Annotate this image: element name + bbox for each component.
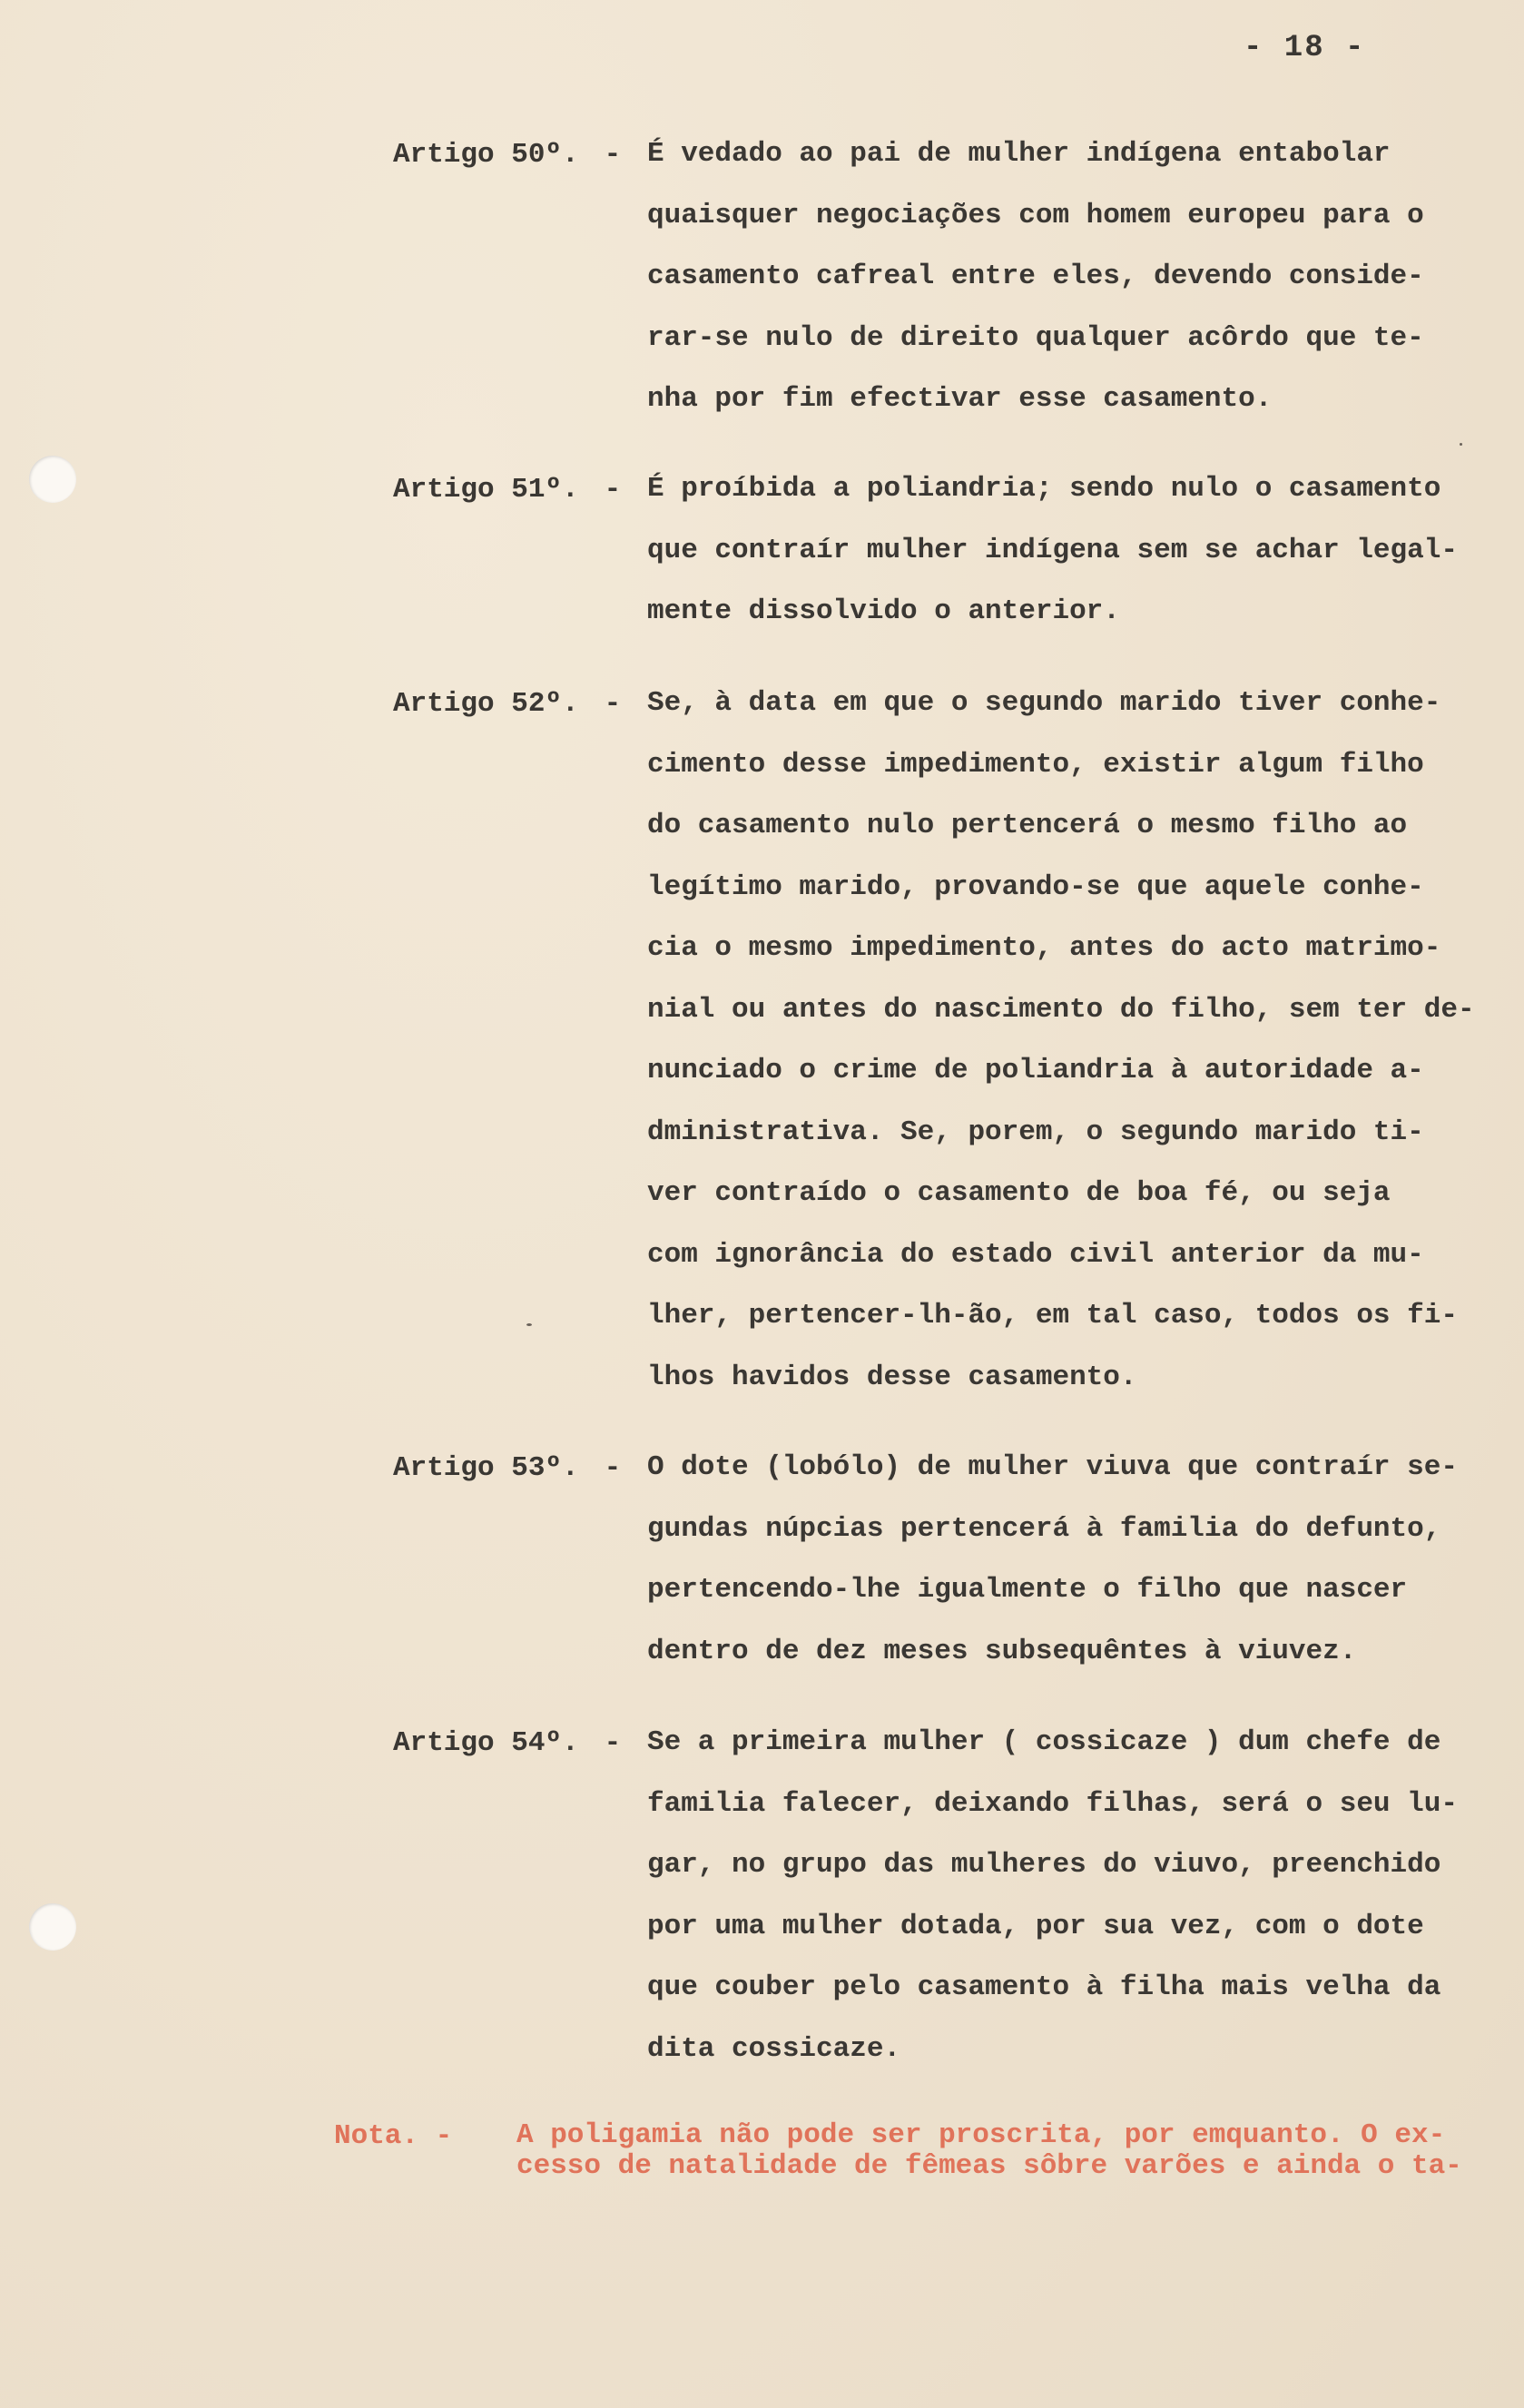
article-label <box>393 139 621 171</box>
text-line: casamento cafreal entre eles, devendo conside- <box>647 260 1424 292</box>
text-line: lhos havidos desse casamento. <box>647 1361 1137 1393</box>
text-line: rar-se nulo de direito qualquer acôrdo que te- <box>647 321 1424 354</box>
article-number: Artigo 53º. <box>393 1452 579 1484</box>
text-line: por uma mulher dotada, por sua vez, com o dote <box>647 1910 1424 1942</box>
text-line: nha por fim efectivar esse casamento. <box>647 383 1273 415</box>
article-label <box>393 474 621 506</box>
ink-speck <box>1460 443 1462 446</box>
article-number: Artigo 51º. <box>393 474 579 506</box>
text-line: que contraír mulher indígena sem se achar legal- <box>647 534 1458 566</box>
text-line: nial ou antes do nascimento do filho, sem ter de- <box>647 993 1475 1026</box>
text-line: legítimo marido, provando-se que aquele conhe- <box>647 870 1424 903</box>
text-line: dentro de dez meses subsequêntes à viuvez. <box>647 1635 1357 1667</box>
text-line: cesso de natalidade de fêmeas sôbre varões e ainda o ta- <box>516 2150 1462 2182</box>
article-dash: - <box>604 139 622 171</box>
text-line: lher, pertencer-lh-ão, em tal caso, todos os fi- <box>647 1300 1458 1332</box>
page-number: - 18 - <box>1244 31 1366 65</box>
text-line: É proíbida a poliandria; sendo nulo o casamento <box>647 473 1441 505</box>
text-line: dministrativa. Se, porem, o segundo marido ti- <box>647 1116 1424 1148</box>
article-number: Artigo 52º. <box>393 688 579 720</box>
footnote-body <box>516 2120 1524 2182</box>
text-line: mente dissolvido o anterior. <box>647 595 1120 627</box>
article-body <box>647 1452 1519 1697</box>
article-dash: - <box>604 688 622 720</box>
article-label <box>393 688 621 720</box>
article-number: Artigo 50º. <box>393 139 579 171</box>
footnote-label: Nota. - <box>334 2120 453 2152</box>
article-dash: - <box>604 1452 622 1484</box>
punch-hole-bottom <box>29 1903 76 1951</box>
text-line: cia o mesmo impedimento, antes do acto matrimo- <box>647 932 1441 964</box>
text-line: gar, no grupo das mulheres do viuvo, preenchido <box>647 1849 1441 1881</box>
article-number: Artigo 54º. <box>393 1727 579 1759</box>
text-line: O dote (lobólo) de mulher viuva que contraír se- <box>647 1451 1458 1483</box>
text-line: quaisquer negociações com homem europeu para o <box>647 199 1424 231</box>
text-line: gundas núpcias pertencerá à familia do defunto, <box>647 1512 1441 1545</box>
article-body <box>647 139 1519 446</box>
text-line: nunciado o crime de poliandria à autoridade a- <box>647 1055 1424 1086</box>
text-line: dita cossicaze. <box>647 2032 901 2065</box>
text-line: com ignorância do estado civil anterior da mu- <box>647 1238 1424 1271</box>
text-line: A poligamia não pode ser proscrita, por emquanto. O ex- <box>516 2119 1446 2151</box>
text-line: Se, à data em que o segundo marido tiver conhe- <box>647 687 1441 719</box>
article-body <box>647 1727 1519 2095</box>
article-body <box>647 474 1519 658</box>
article-dash: - <box>604 1727 622 1759</box>
text-line: É vedado ao pai de mulher indígena entabolar <box>647 138 1391 170</box>
text-line: ver contraído o casamento de boa fé, ou seja <box>647 1177 1391 1209</box>
text-line: que couber pelo casamento à filha mais velha da <box>647 1971 1441 2003</box>
text-line: cimento desse impedimento, existir algum filho <box>647 748 1424 781</box>
article-body <box>647 688 1519 1423</box>
text-line: Se a primeira mulher ( cossicaze ) dum chefe de <box>647 1726 1441 1758</box>
article-dash: - <box>604 474 622 506</box>
punch-hole-top <box>29 456 76 503</box>
text-line: familia falecer, deixando filhas, será o seu lu- <box>647 1787 1458 1820</box>
article-label <box>393 1452 621 1484</box>
text-line: do casamento nulo pertencerá o mesmo filho ao <box>647 810 1408 841</box>
article-label <box>393 1727 621 1759</box>
ink-speck <box>526 1323 532 1326</box>
text-line: pertencendo-lhe igualmente o filho que nascer <box>647 1574 1408 1606</box>
